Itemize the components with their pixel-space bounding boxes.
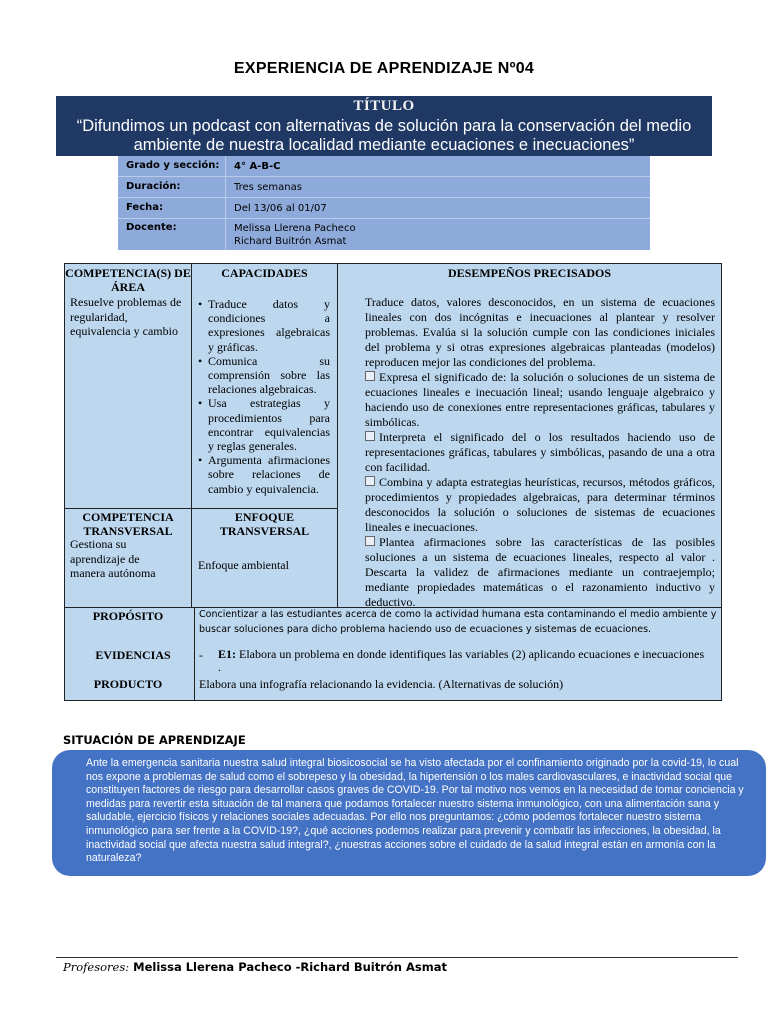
situacion-box (52, 750, 766, 876)
table-line (191, 264, 192, 607)
competencias-table (64, 263, 722, 701)
desempeno-item: Expresa el significado de: la solución o soluciones de un sistema de ecuaciones lineales e inecuación lineal; usando lenguaje algebraico y haciendo uso de conexiones entre representaciones gráficas, tabulares y simbólicas. (365, 370, 715, 429)
footer-divider (56, 957, 738, 958)
evidencias-label: EVIDENCIAS (95, 648, 171, 662)
evidencias-text: E1: Elabora un problema en donde identifiques las variables (2) aplicando ecuaciones e inecuaciones . (218, 647, 705, 674)
competencia-transversal-header: COMPETENCIA TRANSVERSAL (82, 510, 174, 538)
grado-label: Grado y sección: (126, 160, 220, 171)
info-row-divider (118, 176, 650, 177)
duracion-label: Duración: (126, 181, 181, 192)
title-label: TÍTULO (353, 98, 415, 114)
competencia-area-text: Resuelve problemas de regularidad, equivalencia y cambio (70, 295, 182, 338)
capacidades-list (198, 297, 330, 496)
proposito-label: PROPÓSITO (92, 609, 164, 623)
situacion-heading: SITUACIÓN DE APRENDIZAJE (63, 733, 246, 747)
docente-name-2: Richard Buitrón Asmat (234, 236, 347, 247)
footer-label: Profesores: (63, 960, 130, 974)
capacidad-item: • Argumenta afirmaciones sobre relaciones de cambio y equivalencia. (198, 453, 330, 496)
situacion-text: Ante la emergencia sanitaria nuestra salud integral biosicosocial se ha visto afectada por el confinamiento originado por la covid-19, lo cual nos expone a problemas de salud como el sobrepeso y la obesidad, la hipertensión o los males cardiovasculares, e inactividad social que constituyen factores de riesgo para desarrollar casos graves de COVID-19. Por tal motivo nos vemos en la necesidad de tomar conciencia y medidas para revertir esta situación de tal manera que podamos fortalecer nuestro sistema inmunológico, con una alimentación sana y saludable, ejercicio físicos y relaciones sociales adecuadas. Por ello nos preguntamos: ¿cómo podemos fortalecer nuestro sistema inmunológico para ser frente a la COVID-19?, ¿qué acciones podemos realizar para prevenir y combatir las infecciones, la obesidad, la inactividad social que afecta nuestra salud integral?, ¿nuestras acciones sobre el cuidado de la salud integral están en armonía con la naturaleza? (86, 757, 744, 865)
fecha-label: Fecha: (126, 202, 164, 213)
capacidad-item: • Comunica su comprensión sobre las relaciones algebraicas. (198, 354, 330, 397)
competencia-area-header: COMPETENCIA(S) DE ÁREA (65, 266, 191, 294)
capacidad-item: • Usa estrategias y procedimientos para encontrar equivalencias y reglas generales. (198, 396, 330, 453)
capacidades-header: CAPACIDADES (221, 266, 308, 280)
evidencias-dash: - (199, 648, 203, 662)
footer-names: Melissa Llerena Pacheco -Richard Buitrón Asmat (129, 960, 447, 974)
desempeno-item: Traduce datos, valores desconocidos, en un sistema de ecuaciones lineales con dos incógnitas e inecuaciones al plantear y resolver problemas. Evalúa si la solución cumple con las condiciones iniciales del problema y si otras expresiones algebraicas planteadas (modelos) reproducen mejor las condiciones del problema. (365, 295, 715, 369)
competencia-transversal-text: Gestiona su aprendizaje de manera autónoma (70, 537, 156, 580)
checkbox-icon (365, 536, 375, 546)
footer (63, 960, 447, 974)
proposito-text: Concientizar a las estudiantes acerca de como la actividad humana esta contaminando el medio ambiente y buscar soluciones para dicho problema haciendo uso de ecuaciones y sistemas de ecuaciones. (199, 609, 717, 635)
grado-value: 4° A-B-C (234, 161, 281, 172)
enfoque-transversal-header: ENFOQUE TRANSVERSAL (219, 510, 310, 538)
desempeno-item: Combina y adapta estrategias heurísticas, recursos, métodos gráficos, procedimientos y propiedades algebraicas, para determinar términos desconocidos la solución o soluciones de sistemas de ecuaciones lineales e inecuaciones. (365, 475, 715, 534)
checkbox-icon (365, 371, 375, 381)
table-line (337, 264, 338, 607)
enfoque-transversal-text: Enfoque ambiental (198, 558, 289, 572)
docente-name-1: Melissa Llerena Pacheco (234, 223, 356, 234)
checkbox-icon (365, 476, 375, 486)
producto-text: Elabora una infografía relacionando la evidencia. (Alternativas de solución) (199, 677, 564, 691)
checkbox-icon (365, 431, 375, 441)
info-table (118, 156, 650, 250)
info-row-divider (118, 218, 650, 219)
desempeno-item: Interpreta el significado del o los resultados haciendo uso de representaciones gráficas, tabulares y simbólicas, pasando de una a otra con facilidad. (365, 430, 715, 474)
title-text: “Difundimos un podcast con alternativas de solución para la conservación del medio ambiente de nuestra localidad mediante ecuaciones e inecuaciones” (76, 117, 692, 154)
title-banner (56, 96, 712, 156)
desempenos-header: DESEMPEÑOS PRECISADOS (447, 266, 612, 280)
desempeno-item: Plantea afirmaciones sobre las características de las posibles soluciones a un sistema de ecuaciones lineales, respecto al valor . Descarta la validez de afirmaciones mediante un contraejemplo; mediante propiedades matemáticas o el razonamiento inductivo y deductivo. (365, 535, 715, 609)
docente-label: Docente: (126, 222, 177, 233)
evidencias-code: E1: (218, 647, 236, 661)
duracion-value: Tres semanas (234, 182, 302, 193)
capacidad-item: • Traduce datos y condiciones a expresiones algebraicas y gráficas. (198, 297, 330, 354)
info-divider (225, 156, 226, 250)
info-row-divider (118, 197, 650, 198)
desempenos-list (365, 295, 715, 610)
fecha-value: Del 13/06 al 01/07 (234, 203, 327, 214)
producto-label: PRODUCTO (93, 677, 163, 691)
page-title: EXPERIENCIA DE APRENDIZAJE Nº04 (233, 60, 535, 77)
table-line (65, 508, 337, 509)
